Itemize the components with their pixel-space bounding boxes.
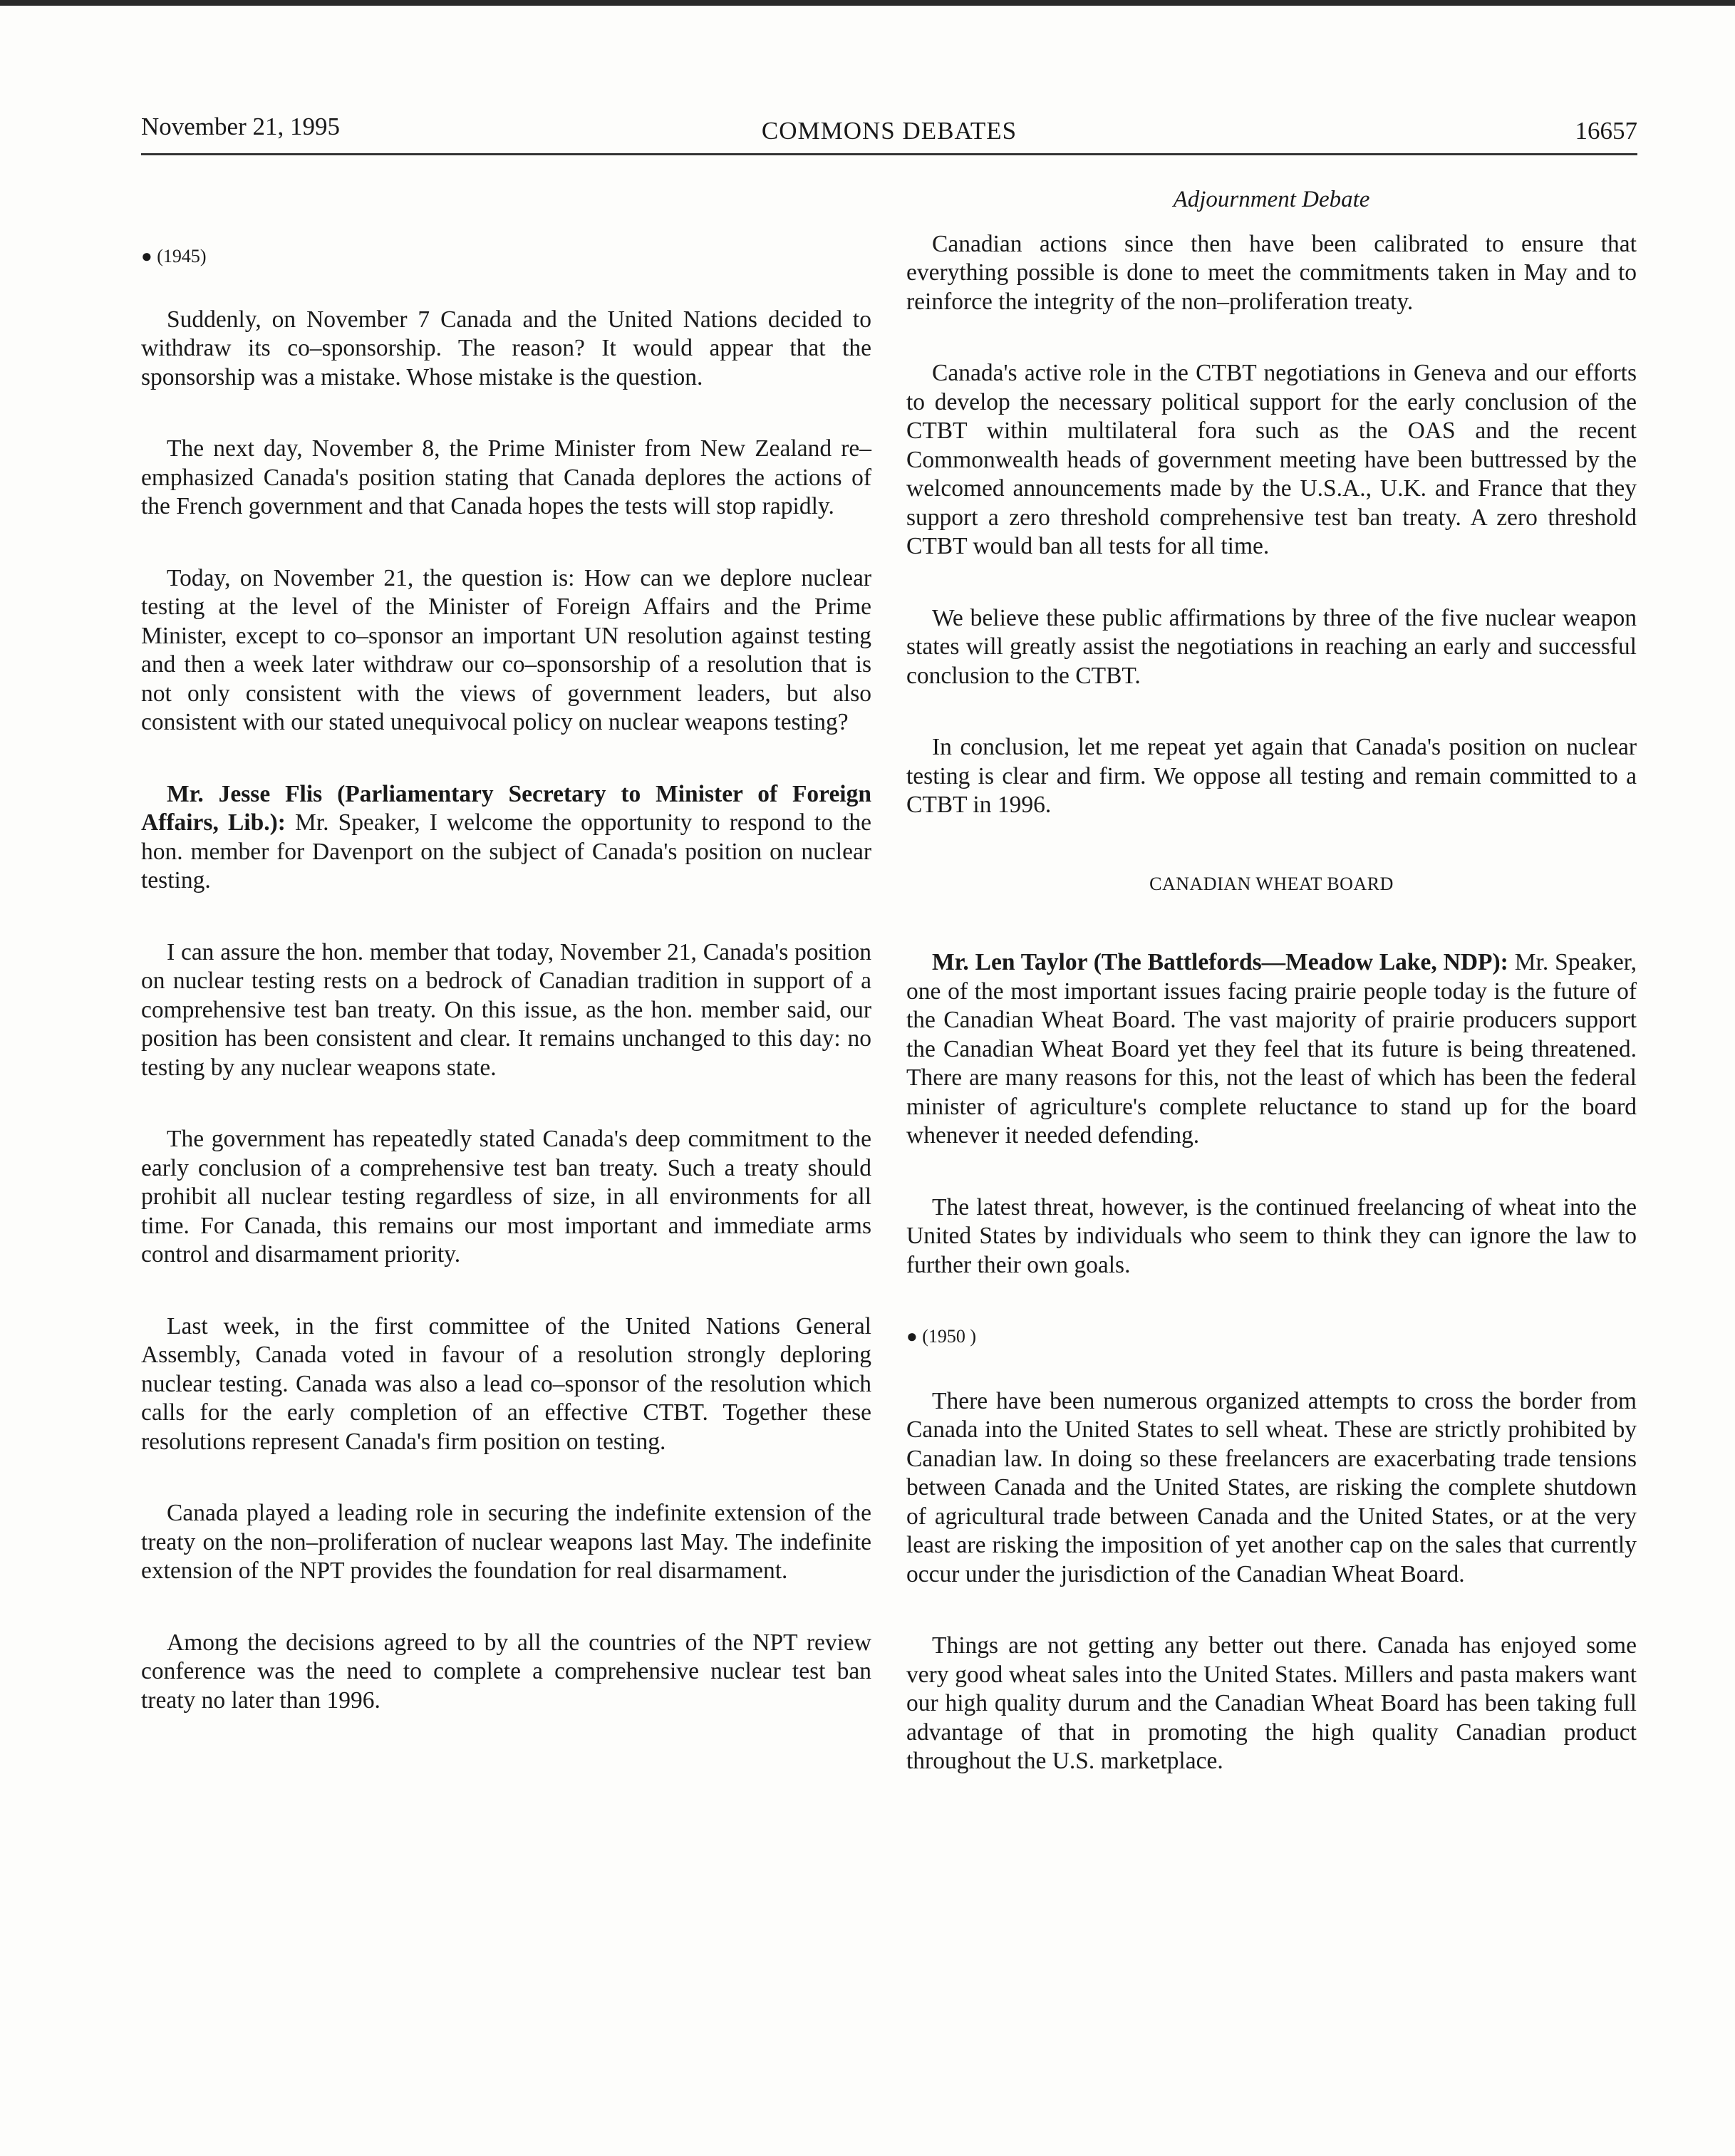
paragraph: The next day, November 8, the Prime Minister from New Zealand re–emphasized Canada's position stating that Canada deplores the actions of the French government and that Canada hopes the tests will stop rapidly. bbox=[141, 435, 871, 519]
header-date: November 21, 1995 bbox=[141, 113, 340, 140]
speaker-paragraph bbox=[141, 780, 871, 896]
time-marker: ● (1950 ) bbox=[906, 1326, 977, 1347]
page-top-edge bbox=[0, 0, 1735, 6]
page-header bbox=[141, 107, 1637, 157]
speaker-name: Mr. Len Taylor (The Battlefords—Meadow Lake, NDP): bbox=[932, 949, 1508, 975]
paragraph: Canadian actions since then have been calibrated to ensure that everything possible is done to meet the commitments taken in May and to reinforce the integrity of the non–proliferation treaty. bbox=[906, 230, 1637, 315]
running-head: Adjournment Debate bbox=[1173, 187, 1370, 212]
header-rule bbox=[141, 153, 1637, 155]
paragraph: The latest threat, however, is the continued freelancing of wheat into the United States by individuals who seem to think they can ignore the law to further their own goals. bbox=[906, 1193, 1637, 1278]
paragraph: There have been numerous organized attempts to cross the border from Canada into the United States to sell wheat. These are strictly prohibited by Canadian law. In doing so these freelancers are exacerbating trade tensions between Canada and the United States, are risking the complete shutdown of agricultural trade between Canada and the United States, or at the very least are risking the imposition of yet another cap on the sales that currently occur under the jurisdiction of the Canadian Wheat Board. bbox=[906, 1387, 1637, 1587]
time-marker: ● (1945) bbox=[141, 246, 207, 266]
paragraph: Last week, in the first committee of the United Nations General Assembly, Canada voted in favour of a resolution strongly deploring nuclear testing. Canada was also a lead co–sponsor of the resolution which calls for the early completion of an effective CTBT. Together these resolutions represent Canada's firm position on testing. bbox=[141, 1312, 871, 1455]
left-column bbox=[141, 185, 871, 1715]
speaker-text: Mr. Speaker, I welcome the opportunity to respond to the hon. member for Davenport on the subject of Canada's position on nuclear testing. bbox=[141, 809, 871, 893]
section-title: CANADIAN WHEAT BOARD bbox=[1149, 873, 1394, 894]
paragraph: Things are not getting any better out there. Canada has enjoyed some very good wheat sales into the United States. Millers and pasta makers want our high quality durum and the Canadian Wheat Board has been taking full advantage of that in promoting the high quality Canadian product throughout the U.S. marketplace. bbox=[906, 1632, 1637, 1774]
paragraph: Canada's active role in the CTBT negotiations in Geneva and our efforts to develop the necessary political support for the early conclusion of the CTBT within multilateral fora such as the OAS and the recent Commonwealth heads of government meeting have been buttressed by the welcomed announcements made by the U.S.A., U.K. and France that they support a zero threshold comprehensive test ban treaty. A zero threshold CTBT would ban all tests for all time. bbox=[906, 360, 1637, 559]
paragraph: Today, on November 21, the question is: How can we deplore nuclear testing at the level of the Minister of Foreign Affairs and the Prime Minister, except to co–sponsor an important UN resolution against testing and then a week later withdraw our co–sponsorship of a resolution that is not only consistent with the views of government leaders, but also consistent with our stated unequivocal policy on nuclear weapons testing? bbox=[141, 564, 871, 735]
paragraph: We believe these public affirmations by three of the five nuclear weapon states will greatly assist the negotiations in reaching an early and successful conclusion to the CTBT. bbox=[906, 604, 1637, 689]
paragraph: Among the decisions agreed to by all the countries of the NPT review conference was the need to complete a comprehensive nuclear test ban treaty no later than 1996. bbox=[141, 1629, 871, 1714]
speaker-name: Mr. Jesse Flis (Parliamentary Secretary to Minister of Foreign Affairs, Lib.): bbox=[141, 780, 871, 836]
paragraph: Canada played a leading role in securing the indefinite extension of the treaty on the non–proliferation of nuclear weapons last May. The indefinite extension of the NPT provides the foundation for real disarmament. bbox=[141, 1500, 871, 1584]
paragraph: I can assure the hon. member that today, November 21, Canada's position on nuclear testing rests on a bedrock of Canadian tradition in support of a comprehensive test ban treaty. On this issue, as the hon. member said, our position has been consistent and clear. It remains unchanged to this day: no testing by any nuclear weapons state. bbox=[141, 938, 871, 1081]
speaker-text: Mr. Speaker, one of the most important issues facing prairie people today is the future of the Canadian Wheat Board. The vast majority of prairie producers support the Canadian Wheat Board yet they feel that its future is being threatened. There are many reasons for this, not the least of which has been the federal minister of agriculture's complete reluctance to stand up for the board whenever it needed defending. bbox=[906, 949, 1637, 1149]
paragraph: The government has repeatedly stated Canada's deep commitment to the early conclusion of a comprehensive test ban treaty. Such a treaty should prohibit all nuclear testing regardless of size, in all environments for all time. For Canada, this remains our most important and immediate arms control and disarmament priority. bbox=[141, 1126, 871, 1268]
right-column bbox=[906, 185, 1637, 1776]
paragraph: Suddenly, on November 7 Canada and the United Nations decided to withdraw its co–sponsorship. The reason? It would appear that the sponsorship was a mistake. Whose mistake is the question. bbox=[141, 306, 871, 390]
header-title: COMMONS DEBATES bbox=[761, 117, 1017, 145]
header-page-number: 16657 bbox=[1575, 117, 1637, 145]
speaker-paragraph bbox=[906, 948, 1637, 1151]
paragraph: In conclusion, let me repeat yet again that Canada's position on nuclear testing is clear and firm. We oppose all testing and remain committed to a CTBT in 1996. bbox=[906, 734, 1637, 818]
